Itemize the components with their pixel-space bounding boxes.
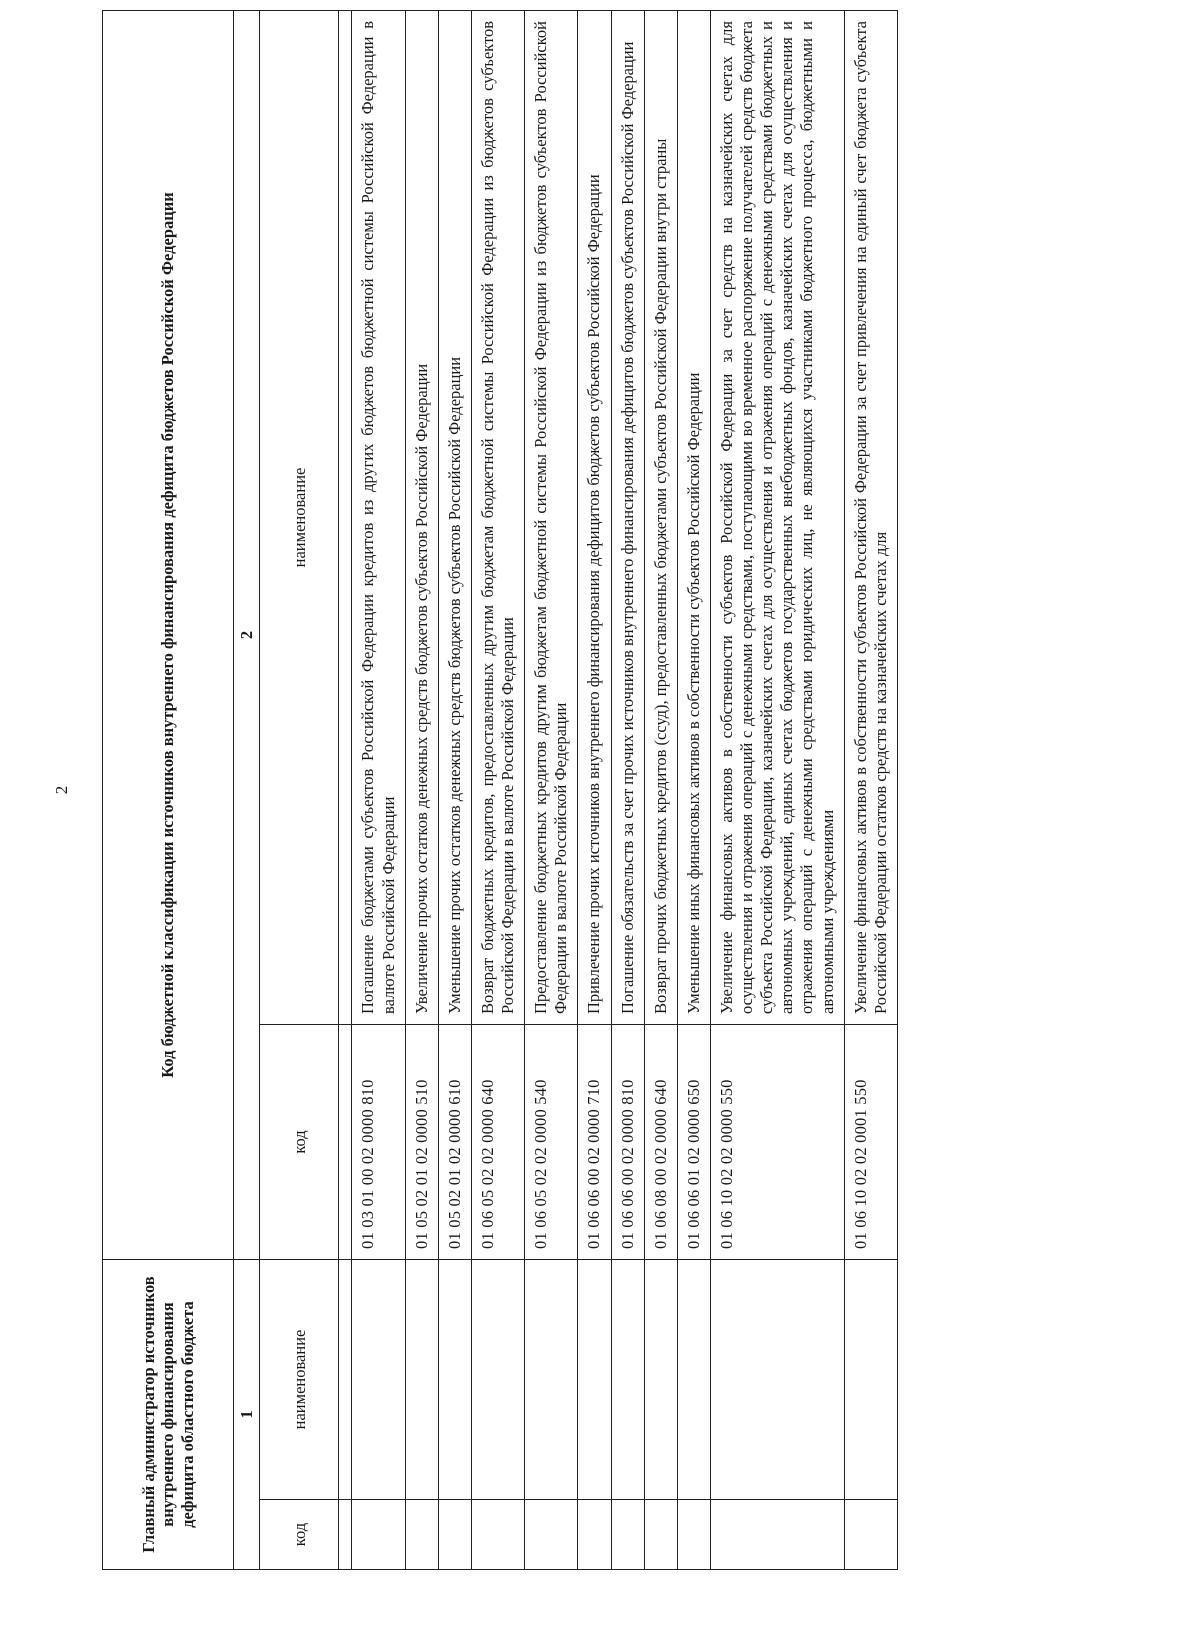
empty-cell — [677, 1500, 710, 1570]
table-gap-row — [339, 11, 352, 1570]
header-admin-group: Главный администратор источников внутреннего финансирования дефицита областного бюджета — [103, 1259, 234, 1569]
empty-cell — [352, 1500, 405, 1570]
header-admin-code: код — [260, 1500, 339, 1570]
page-number: 2 — [52, 785, 71, 795]
empty-cell — [844, 1259, 897, 1499]
empty-cell — [339, 1500, 352, 1570]
header-admin-name: наименование — [260, 1259, 339, 1499]
empty-cell — [611, 1259, 644, 1499]
empty-cell — [611, 1500, 644, 1570]
classification-table — [102, 10, 898, 1570]
table-row — [405, 11, 438, 1570]
source-code-cell: 01 06 06 00 02 0000 710 — [578, 1024, 611, 1259]
source-name-cell: Возврат бюджетных кредитов, предоставленных другим бюджетам бюджетной системы Российской Федерации из бюджетов субъектов Российской Федерации в валюте Российской Федерации — [471, 11, 524, 1025]
source-code-cell: 01 05 02 01 02 0000 510 — [405, 1024, 438, 1259]
source-name-cell: Увеличение финансовых активов в собственности субъектов Российской Федерации за счет привлечения на единый счет бюджета субъекта Российской Федерации остатков средств на казначейских счетах для — [844, 11, 897, 1025]
table-body — [339, 11, 898, 1570]
empty-cell — [352, 1259, 405, 1499]
source-code-cell: 01 06 10 02 02 0001 550 — [844, 1024, 897, 1259]
empty-cell — [844, 1500, 897, 1570]
source-code-cell: 01 06 06 01 02 0000 650 — [677, 1024, 710, 1259]
empty-cell — [405, 1259, 438, 1499]
rotated-content — [48, 10, 1148, 1570]
table-row — [677, 11, 710, 1570]
empty-cell — [339, 1024, 352, 1259]
table-row — [352, 11, 405, 1570]
source-code-cell: 01 06 05 02 02 0000 540 — [525, 1024, 578, 1259]
source-code-cell: 01 06 08 00 02 0000 640 — [644, 1024, 677, 1259]
empty-cell — [677, 1259, 710, 1499]
source-code-cell: 01 03 01 00 02 0000 810 — [352, 1024, 405, 1259]
empty-cell — [644, 1500, 677, 1570]
source-name-cell: Увеличение финансовых активов в собственности субъектов Российской Федерации за счет средств на казначейских счетах для осуществления и отражения операций с денежными средствами, поступающими во временное распоряжение получателей средств бюджета субъекта Российской Федерации, казначейских счетах для осуществления и отражения операций с денежными средствами бюджетных и автономных учреждений, единых счетах бюджетов государственных внебюджетных фондов, казначейских счетах для осуществления и отражения операций с денежными средствами юридических лиц, не являющихся участниками бюджетного процесса, бюджетными и автономными учреждениями — [710, 11, 844, 1025]
source-code-cell: 01 06 05 02 02 0000 640 — [471, 1024, 524, 1259]
header-code: код — [260, 1024, 339, 1259]
source-name-cell: Увеличение прочих остатков денежных средств бюджетов субъектов Российской Федерации — [405, 11, 438, 1025]
source-name-cell: Погашение бюджетами субъектов Российской Федерации кредитов из других бюджетов бюджетной системы Российской Федерации в валюте Российской Федерации — [352, 11, 405, 1025]
table-row — [644, 11, 677, 1570]
header-classification-group: Код бюджетной классификации источников внутреннего финансирования дефицита бюджетов Российской Федерации — [103, 11, 234, 1260]
empty-cell — [438, 1500, 471, 1570]
table-row — [611, 11, 644, 1570]
empty-cell — [578, 1500, 611, 1570]
source-name-cell: Уменьшение иных финансовых активов в собственности субъектов Российской Федерации — [677, 11, 710, 1025]
header-col-number-1: 1 — [234, 1259, 260, 1569]
empty-cell — [471, 1259, 524, 1499]
header-col-number-2: 2 — [234, 11, 260, 1260]
empty-cell — [339, 11, 352, 1025]
empty-cell — [525, 1500, 578, 1570]
table-row — [525, 11, 578, 1570]
empty-cell — [525, 1259, 578, 1499]
source-name-cell: Уменьшение прочих остатков денежных средств бюджетов субъектов Российской Федерации — [438, 11, 471, 1025]
source-name-cell: Возврат прочих бюджетных кредитов (ссуд), предоставленных бюджетами субъектов Российской Федерации внутри страны — [644, 11, 677, 1025]
table-header — [103, 11, 339, 1570]
source-code-cell: 01 06 06 00 02 0000 810 — [611, 1024, 644, 1259]
table-row — [710, 11, 844, 1570]
empty-cell — [710, 1259, 844, 1499]
empty-cell — [644, 1259, 677, 1499]
empty-cell — [438, 1259, 471, 1499]
empty-cell — [471, 1500, 524, 1570]
source-name-cell: Предоставление бюджетных кредитов другим бюджетам бюджетной системы Российской Федерации из бюджетов субъектов Российской Федерации в валюте Российской Федерации — [525, 11, 578, 1025]
empty-cell — [578, 1259, 611, 1499]
table-row — [578, 11, 611, 1570]
empty-cell — [339, 1259, 352, 1499]
empty-cell — [405, 1500, 438, 1570]
source-name-cell: Погашение обязательств за счет прочих источников внутреннего финансирования дефицитов бюджетов субъектов Российской Федерации — [611, 11, 644, 1025]
source-name-cell: Привлечение прочих источников внутреннего финансирования дефицитов бюджетов субъектов Российской Федерации — [578, 11, 611, 1025]
table-row — [438, 11, 471, 1570]
source-code-cell: 01 06 10 02 02 0000 550 — [710, 1024, 844, 1259]
empty-cell — [710, 1500, 844, 1570]
table-row — [471, 11, 524, 1570]
source-code-cell: 01 05 02 01 02 0000 610 — [438, 1024, 471, 1259]
table-row — [844, 11, 897, 1570]
header-name: наименование — [260, 11, 339, 1025]
